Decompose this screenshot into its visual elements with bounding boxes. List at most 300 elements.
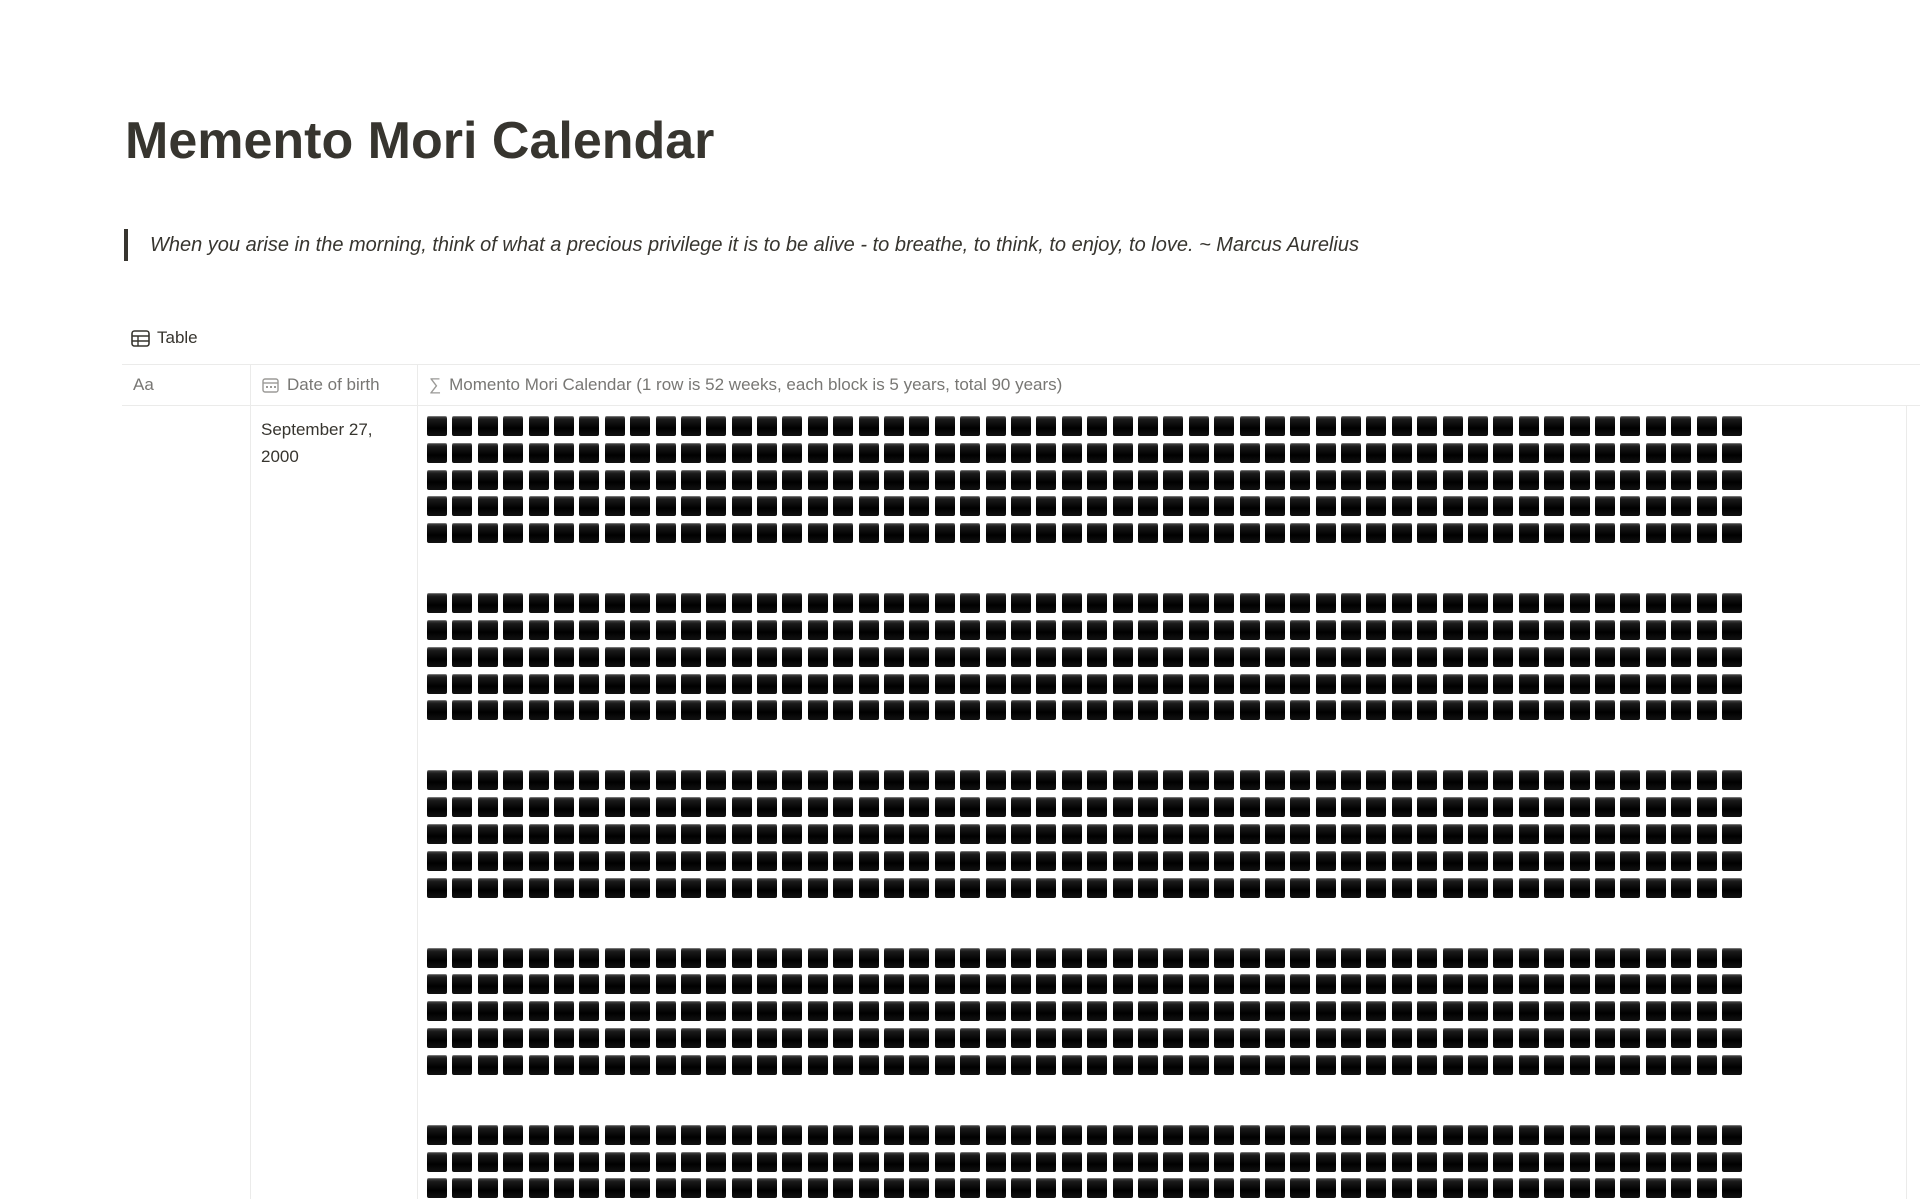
week-block [1163, 443, 1183, 463]
week-block [1138, 1152, 1158, 1172]
week-block [986, 443, 1006, 463]
week-block [1620, 878, 1640, 898]
week-block [706, 620, 726, 640]
week-block [1468, 878, 1488, 898]
week-block [1341, 523, 1361, 543]
week-block [1697, 470, 1717, 490]
year-row [427, 523, 1747, 544]
week-block [935, 674, 955, 694]
week-block [1366, 593, 1386, 613]
week-block [1214, 770, 1234, 790]
week-block [503, 770, 523, 790]
week-block [808, 647, 828, 667]
week-block [706, 1028, 726, 1048]
week-block [909, 1001, 929, 1021]
week-block [808, 620, 828, 640]
week-block [478, 700, 498, 720]
week-block [1468, 770, 1488, 790]
week-block [1189, 620, 1209, 640]
year-row [427, 593, 1747, 614]
week-block [1544, 851, 1564, 871]
week-block [630, 647, 650, 667]
year-row [427, 700, 1747, 721]
week-block [478, 1125, 498, 1145]
week-block [503, 416, 523, 436]
week-block [1544, 1028, 1564, 1048]
week-block [579, 674, 599, 694]
week-block [833, 770, 853, 790]
week-block [1316, 647, 1336, 667]
week-block [1417, 1125, 1437, 1145]
week-block [1392, 496, 1412, 516]
week-block [782, 851, 802, 871]
week-block [630, 878, 650, 898]
week-block [1595, 593, 1615, 613]
week-block [757, 770, 777, 790]
week-block [529, 496, 549, 516]
week-block [579, 1152, 599, 1172]
week-block [554, 470, 574, 490]
week-block [1392, 647, 1412, 667]
week-block [1113, 770, 1133, 790]
week-block [732, 974, 752, 994]
week-block [1214, 797, 1234, 817]
week-block [732, 443, 752, 463]
week-block [554, 593, 574, 613]
week-block [1366, 700, 1386, 720]
week-block [1519, 700, 1539, 720]
week-block [1036, 593, 1056, 613]
week-block [1138, 647, 1158, 667]
week-block [859, 797, 879, 817]
week-block [1240, 700, 1260, 720]
week-block [452, 797, 472, 817]
week-block [1468, 700, 1488, 720]
week-block [757, 797, 777, 817]
week-block [1468, 1028, 1488, 1048]
week-block [554, 1152, 574, 1172]
week-block [503, 647, 523, 667]
week-block [656, 1001, 676, 1021]
week-block [986, 496, 1006, 516]
week-block [1620, 620, 1640, 640]
week-block [1240, 770, 1260, 790]
week-block [1011, 974, 1031, 994]
week-block [960, 878, 980, 898]
week-block [1443, 878, 1463, 898]
week-block [1011, 700, 1031, 720]
week-block [656, 878, 676, 898]
week-block [1519, 974, 1539, 994]
week-block [1087, 1001, 1107, 1021]
week-block [1138, 851, 1158, 871]
week-block [1620, 593, 1640, 613]
week-block [1417, 1152, 1437, 1172]
column-header-date-of-birth[interactable] [250, 365, 417, 405]
week-block [478, 948, 498, 968]
week-block [1620, 948, 1640, 968]
week-block [1366, 878, 1386, 898]
week-block [630, 620, 650, 640]
week-block [1493, 470, 1513, 490]
week-block [1113, 496, 1133, 516]
week-block [529, 647, 549, 667]
week-block [1036, 700, 1056, 720]
week-block [1620, 1055, 1640, 1075]
week-block [1138, 1028, 1158, 1048]
week-block [909, 1055, 929, 1075]
week-block [1620, 416, 1640, 436]
week-block [1697, 674, 1717, 694]
week-block [1620, 974, 1640, 994]
week-block [1113, 974, 1133, 994]
page-title: Memento Mori Calendar [125, 112, 715, 170]
week-block [1062, 1178, 1082, 1198]
week-block [1646, 770, 1666, 790]
week-block [757, 620, 777, 640]
week-block [706, 523, 726, 543]
week-block [1366, 1055, 1386, 1075]
week-block [1316, 1152, 1336, 1172]
week-block [1189, 674, 1209, 694]
week-block [1620, 1001, 1640, 1021]
week-block [1062, 443, 1082, 463]
week-block [808, 470, 828, 490]
week-block [1036, 1125, 1056, 1145]
week-block [808, 496, 828, 516]
week-block [478, 1028, 498, 1048]
week-block [1240, 496, 1260, 516]
week-block [782, 674, 802, 694]
week-block [1138, 797, 1158, 817]
week-block [1722, 1125, 1742, 1145]
week-block [1646, 1178, 1666, 1198]
week-block [1493, 674, 1513, 694]
week-block [884, 1178, 904, 1198]
week-block [1392, 974, 1412, 994]
week-block [833, 1055, 853, 1075]
week-block [1671, 700, 1691, 720]
week-block [1392, 770, 1412, 790]
week-block [1722, 1055, 1742, 1075]
week-block [452, 974, 472, 994]
week-block [1519, 593, 1539, 613]
week-block [1646, 700, 1666, 720]
week-block [630, 770, 650, 790]
week-block [1595, 1028, 1615, 1048]
week-block [1316, 593, 1336, 613]
week-block [452, 1001, 472, 1021]
week-block [1113, 851, 1133, 871]
week-block [782, 1028, 802, 1048]
week-block [986, 1028, 1006, 1048]
week-block [1544, 1178, 1564, 1198]
week-block [1265, 797, 1285, 817]
week-block [478, 1001, 498, 1021]
view-tab-table[interactable] [131, 324, 198, 352]
week-block [833, 1152, 853, 1172]
week-block [833, 443, 853, 463]
week-block [1443, 496, 1463, 516]
week-block [884, 974, 904, 994]
week-block [1011, 948, 1031, 968]
week-block [554, 523, 574, 543]
week-block [1417, 948, 1437, 968]
week-block [1722, 1028, 1742, 1048]
week-block [1671, 593, 1691, 613]
week-block [1011, 416, 1031, 436]
date-of-birth-cell[interactable]: September 27, 2000 [261, 420, 373, 466]
week-block [1570, 770, 1590, 790]
week-block [681, 700, 701, 720]
week-block [681, 593, 701, 613]
week-block [1443, 700, 1463, 720]
week-block [1138, 948, 1158, 968]
week-block [1062, 674, 1082, 694]
week-block [1240, 797, 1260, 817]
week-block [1036, 851, 1056, 871]
week-block [1214, 948, 1234, 968]
week-block [1087, 416, 1107, 436]
week-block [529, 620, 549, 640]
week-block [1417, 1001, 1437, 1021]
week-block [833, 851, 853, 871]
week-block [1697, 1152, 1717, 1172]
week-block [1722, 620, 1742, 640]
week-block [1062, 470, 1082, 490]
week-block [884, 878, 904, 898]
week-block [960, 1055, 980, 1075]
week-block [833, 797, 853, 817]
database-table [122, 364, 1920, 1199]
memento-mori-grid [427, 416, 1747, 1199]
week-block [706, 770, 726, 790]
column-header-name[interactable] [122, 365, 250, 405]
week-block [1646, 647, 1666, 667]
week-block [1671, 974, 1691, 994]
column-header-formula[interactable] [417, 365, 1920, 405]
week-block [1036, 416, 1056, 436]
week-block [1265, 1001, 1285, 1021]
year-row [427, 496, 1747, 517]
week-block [1697, 1125, 1717, 1145]
week-block [960, 851, 980, 871]
week-block [1189, 1178, 1209, 1198]
week-block [1214, 620, 1234, 640]
week-block [579, 1125, 599, 1145]
week-block [884, 851, 904, 871]
week-block [579, 974, 599, 994]
week-block [1138, 1178, 1158, 1198]
week-block [757, 674, 777, 694]
week-block [1087, 1055, 1107, 1075]
week-block [1595, 1178, 1615, 1198]
week-block [1671, 824, 1691, 844]
week-block [1443, 851, 1463, 871]
week-block [1544, 1152, 1564, 1172]
week-block [1087, 470, 1107, 490]
week-block [859, 523, 879, 543]
week-block [630, 1028, 650, 1048]
week-block [1036, 878, 1056, 898]
week-block [1011, 674, 1031, 694]
week-block [1722, 1001, 1742, 1021]
week-block [1062, 523, 1082, 543]
week-block [1595, 948, 1615, 968]
week-block [732, 1125, 752, 1145]
week-block [1544, 948, 1564, 968]
week-block [579, 443, 599, 463]
week-block [1240, 470, 1260, 490]
week-block [1570, 1125, 1590, 1145]
year-row [427, 1178, 1747, 1199]
week-block [1189, 416, 1209, 436]
week-block [1011, 1125, 1031, 1145]
week-block [909, 416, 929, 436]
week-block [909, 974, 929, 994]
week-block [757, 974, 777, 994]
week-block [1316, 1028, 1336, 1048]
week-block [1113, 1152, 1133, 1172]
week-block [1544, 523, 1564, 543]
week-block [1113, 1125, 1133, 1145]
week-block [1316, 770, 1336, 790]
week-block [1417, 674, 1437, 694]
week-block [1341, 1055, 1361, 1075]
week-block [1722, 674, 1742, 694]
week-block [757, 851, 777, 871]
quote-text: When you arise in the morning, think of what a precious privilege it is to be alive - to breathe, to think, to enjoy, to love. ~ Marcus Aurelius [150, 234, 1359, 256]
week-block [529, 824, 549, 844]
week-block [503, 851, 523, 871]
week-block [579, 470, 599, 490]
week-block [1366, 1178, 1386, 1198]
week-block [503, 824, 523, 844]
week-block [478, 470, 498, 490]
week-block [1468, 470, 1488, 490]
week-block [986, 470, 1006, 490]
week-block [1214, 647, 1234, 667]
week-block [1341, 824, 1361, 844]
week-block [859, 1001, 879, 1021]
five-year-block [427, 770, 1747, 898]
week-block [1722, 496, 1742, 516]
week-block [1163, 593, 1183, 613]
week-block [681, 948, 701, 968]
week-block [1138, 878, 1158, 898]
week-block [935, 878, 955, 898]
week-block [859, 1055, 879, 1075]
week-block [1265, 593, 1285, 613]
week-block [1493, 797, 1513, 817]
week-block [757, 700, 777, 720]
week-block [1316, 824, 1336, 844]
week-block [1468, 1055, 1488, 1075]
week-block [1036, 948, 1056, 968]
week-block [1646, 824, 1666, 844]
week-block [1595, 470, 1615, 490]
week-block [1468, 1001, 1488, 1021]
week-block [681, 496, 701, 516]
week-block [1671, 1125, 1691, 1145]
week-block [808, 593, 828, 613]
week-block [579, 1055, 599, 1075]
week-block [1240, 416, 1260, 436]
week-block [960, 797, 980, 817]
week-block [1493, 1028, 1513, 1048]
week-block [808, 1125, 828, 1145]
week-block [808, 700, 828, 720]
week-block [1697, 770, 1717, 790]
week-block [1468, 851, 1488, 871]
week-block [1290, 700, 1310, 720]
week-block [706, 851, 726, 871]
week-block [656, 948, 676, 968]
week-block [579, 700, 599, 720]
week-block [1671, 770, 1691, 790]
week-block [1493, 416, 1513, 436]
week-block [1138, 416, 1158, 436]
week-block [1620, 770, 1640, 790]
week-block [909, 1178, 929, 1198]
week-block [1240, 1125, 1260, 1145]
week-block [452, 878, 472, 898]
week-block [605, 443, 625, 463]
week-block [1366, 1125, 1386, 1145]
week-block [782, 974, 802, 994]
week-block [935, 620, 955, 640]
week-block [1493, 1152, 1513, 1172]
sigma-icon: ∑ [429, 375, 442, 394]
week-block [732, 797, 752, 817]
week-block [554, 824, 574, 844]
week-block [1036, 470, 1056, 490]
week-block [1646, 851, 1666, 871]
week-block [986, 523, 1006, 543]
week-block [1062, 824, 1082, 844]
week-block [833, 948, 853, 968]
week-block [1087, 674, 1107, 694]
week-block [1240, 1001, 1260, 1021]
week-block [579, 770, 599, 790]
week-block [706, 948, 726, 968]
week-block [630, 700, 650, 720]
week-block [1570, 647, 1590, 667]
week-block [859, 851, 879, 871]
week-block [1163, 620, 1183, 640]
week-block [1646, 974, 1666, 994]
week-block [859, 443, 879, 463]
week-block [782, 443, 802, 463]
week-block [1493, 1001, 1513, 1021]
week-block [884, 700, 904, 720]
week-block [1341, 620, 1361, 640]
week-block [706, 1125, 726, 1145]
week-block [554, 770, 574, 790]
week-block [732, 770, 752, 790]
week-block [1113, 523, 1133, 543]
week-block [782, 770, 802, 790]
week-block [630, 470, 650, 490]
week-block [782, 1178, 802, 1198]
week-block [1493, 948, 1513, 968]
week-block [1620, 523, 1640, 543]
week-block [1036, 1028, 1056, 1048]
week-block [452, 496, 472, 516]
week-block [579, 1001, 599, 1021]
week-block [1722, 443, 1742, 463]
week-block [452, 1055, 472, 1075]
